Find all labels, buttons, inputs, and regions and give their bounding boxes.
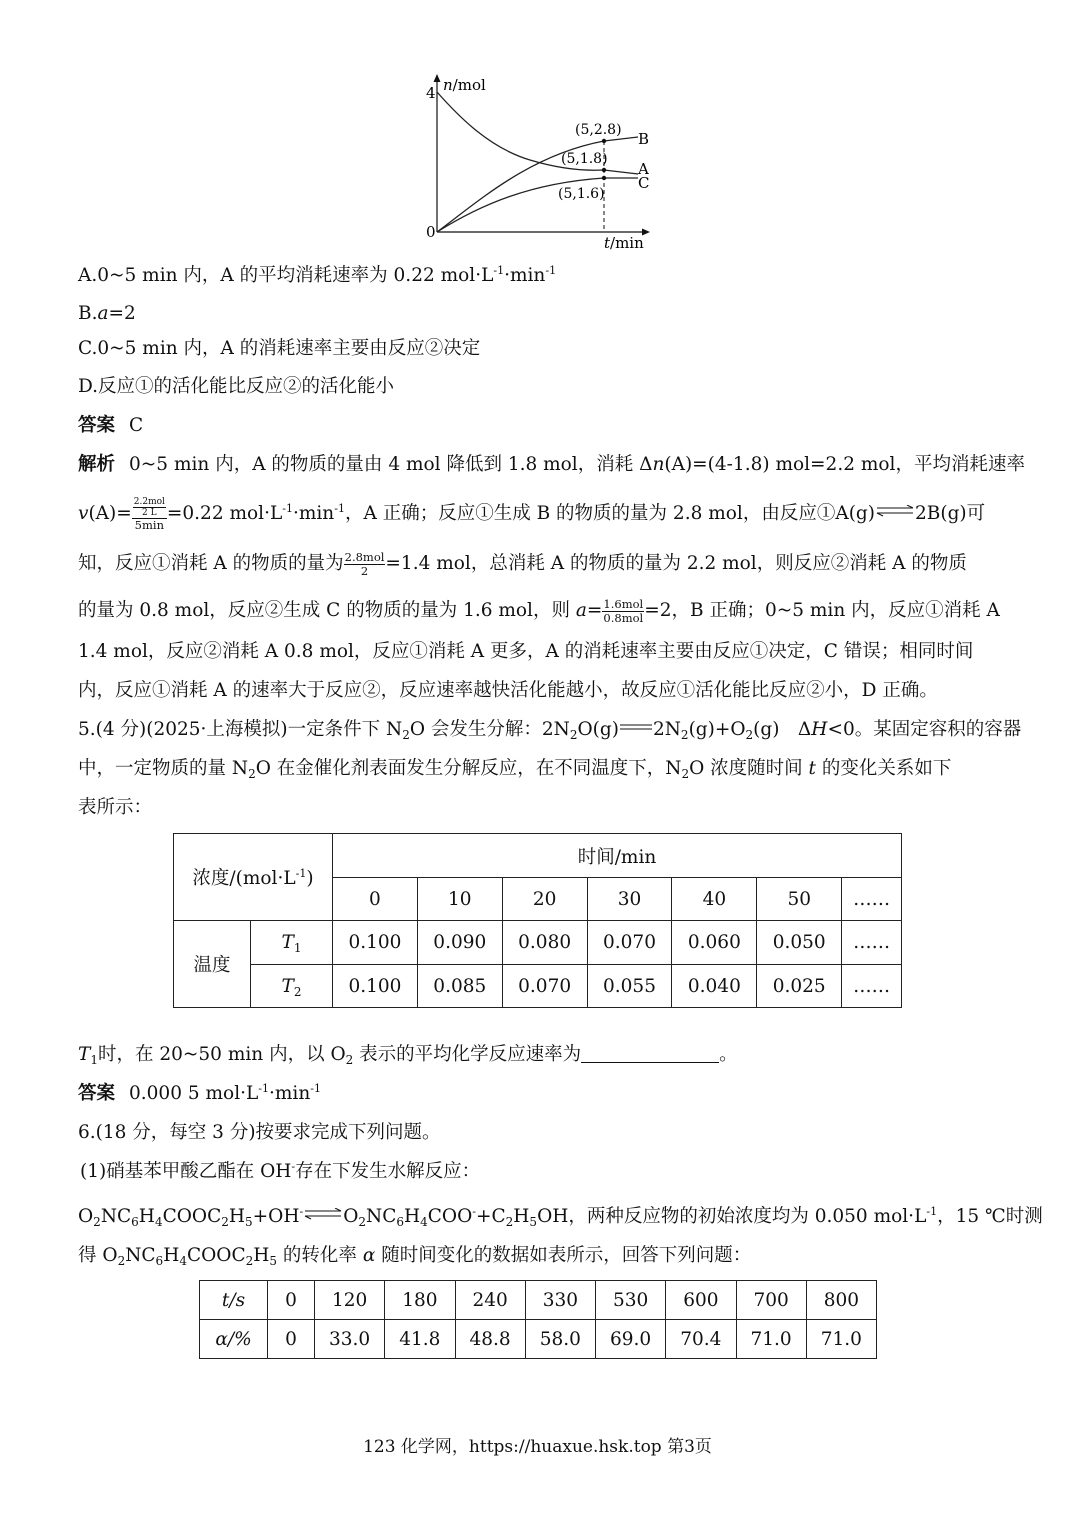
table-cell: 41.8 [385, 1320, 455, 1359]
time-col: …… [842, 878, 902, 921]
table-cell: 58.0 [525, 1320, 595, 1359]
curve-C [437, 178, 638, 232]
table-cell: 0.070 [587, 921, 672, 965]
table-cell: 69.0 [596, 1320, 666, 1359]
answer-blank[interactable] [581, 1046, 719, 1063]
table-cell: 0.055 [587, 965, 672, 1008]
answer-label: 答案 [78, 1083, 116, 1104]
table-cell: 0.090 [417, 921, 502, 965]
x-axis-label: t/min [604, 234, 644, 252]
table-cell: 70.4 [666, 1320, 736, 1359]
reaction-curve-chart [400, 70, 660, 255]
time-col: 0 [333, 878, 418, 921]
table-cell: …… [842, 921, 902, 965]
row-label-alpha: α/% [200, 1320, 268, 1359]
table-cell: 71.0 [736, 1320, 806, 1359]
table-cell: 0 [268, 1320, 315, 1359]
q4-answer: 答案 C [78, 415, 144, 436]
temp-T2: $T_2$ [251, 965, 333, 1008]
table-cell: 0.085 [417, 965, 502, 1008]
table-cell: …… [842, 965, 902, 1008]
analysis-line-2: v(A)= 2.2mol 2 L 5min =0.22 $mol\cdot L^{-1}\cdot\min^{-1}$，A 正确；反应①生成 B 的物质的量为 2.8 mol，由反应①A(g) 2B(g)可 [78, 496, 986, 532]
table-cell: 800 [806, 1281, 876, 1320]
fraction-rate: 2.2mol 2 L 5min [133, 496, 165, 532]
table-cell: 0.025 [757, 965, 842, 1008]
table-cell: 530 [596, 1281, 666, 1320]
time-header: 时间/min [333, 834, 902, 878]
concentration-table [173, 833, 902, 1008]
conversion-table [199, 1280, 877, 1359]
point-C [602, 176, 606, 180]
analysis-line-5: 1.4 mol，反应②消耗 A 0.8 mol，反应①消耗 A 更多，A 的消耗速率主要由反应①决定，C 错误；相同时间 [78, 641, 974, 662]
table-cell: 240 [455, 1281, 525, 1320]
analysis-line-1: 解析 0~5 min 内，A 的物质的量由 4 mol 降低到 1.8 mol，消耗 Δn(A)=(4-1.8) mol=2.2 mol，平均消耗速率 [78, 454, 1025, 475]
origin-label: 0 [426, 223, 436, 241]
row-label-t: t/s [200, 1281, 268, 1320]
y-axis-arrow [434, 74, 441, 82]
point-label-B: (5,2.8) [575, 122, 622, 138]
curve-B [437, 137, 638, 232]
table-cell: 33.0 [315, 1320, 385, 1359]
curve-label-A: A [638, 160, 649, 178]
point-label-A: (5,1.8) [561, 151, 608, 167]
analysis-line-3: 知，反应①消耗 A 的物质的量为 2.8mol 2 =1.4 mol，总消耗 A 的物质的量为 2.2 mol，则反应②消耗 A 的物质 [78, 549, 967, 578]
page-footer: 123 化学网，https://huaxue.hsk.top 第3页 [363, 1437, 712, 1457]
y-axis-label: n/mol [443, 76, 486, 94]
analysis-line-4: 的量为 0.8 mol，反应②生成 C 的物质的量为 1.6 mol，则 a= 1.6mol 0.8mol =2，B 正确；0~5 min 内，反应①消耗 A [78, 596, 1000, 625]
table-cell: 48.8 [455, 1320, 525, 1359]
q6-part1: (1)硝基苯甲酸乙酯在 OH-存在下发生水解反应： [80, 1160, 481, 1182]
table-cell: 0.060 [672, 921, 757, 965]
q5-line-1: 5.(4 分)(2025·上海模拟)一定条件下 $N_2O$ 会发生分解：$2N_2O(g)$ $2N_2(g)+O_2(g)$ ΔH<0。某固定容积的容器 [78, 719, 1022, 742]
curve-label-C: C [638, 174, 650, 192]
time-col: 30 [587, 878, 672, 921]
option-b: B.a=2 [78, 303, 136, 324]
y-tick-4: 4 [426, 84, 436, 102]
table-cell: 71.0 [806, 1320, 876, 1359]
table-cell: 0.100 [333, 965, 418, 1008]
table-cell: 0 [268, 1281, 315, 1320]
point-label-C: (5,1.6) [558, 186, 605, 202]
q6-equation: $O_2NC_6H_4COOC_2H_5+OH^-$ $O_2NC_6H_4COO^-+C_2H_5OH$，两种反应物的初始浓度均为 0.050 $mol\cdot L^{-1}$，15 ℃时测 [78, 1205, 1043, 1229]
table-cell: 600 [666, 1281, 736, 1320]
table-cell: 0.050 [757, 921, 842, 965]
table-cell: 0.040 [672, 965, 757, 1008]
table-cell: 180 [385, 1281, 455, 1320]
table-cell: 330 [525, 1281, 595, 1320]
analysis-label: 解析 [78, 454, 116, 475]
temperature-label: 温度 [174, 921, 251, 1008]
table-cell: 120 [315, 1281, 385, 1320]
point-A [602, 168, 606, 172]
time-col: 10 [417, 878, 502, 921]
table-cell: 0.100 [333, 921, 418, 965]
table-cell: 0.080 [502, 921, 587, 965]
fraction-2: 2.8mol 2 [344, 549, 385, 578]
equilibrium-arrow-icon [875, 505, 915, 517]
equilibrium-arrow-icon [303, 1208, 343, 1220]
table-cell: 700 [736, 1281, 806, 1320]
q5-question: $T_1$时，在 20~50 min 内，以 $O_2$ 表示的平均化学反应速率为 。 [78, 1044, 738, 1067]
option-c: C.0~5 min 内，A 的消耗速率主要由反应②决定 [78, 338, 481, 359]
temp-T1: $T_1$ [251, 921, 333, 965]
fraction-3: 1.6mol 0.8mol [603, 596, 644, 625]
time-col: 20 [502, 878, 587, 921]
option-a: A.0~5 min 内，A 的平均消耗速率为 0.22 $mol\cdot L^{-1}\cdot\min^{-1}$ [78, 264, 557, 286]
q6-title: 6.(18 分，每空 3 分)按要求完成下列问题。 [78, 1122, 441, 1143]
q5-answer: 答案 0.000 5 $mol\cdot L^{-1}\cdot\min^{-1}$ [78, 1082, 321, 1104]
q5-line-2: 中，一定物质的量 $N_2O$ 在金催化剂表面发生分解反应，在不同温度下，$N_2O$ 浓度随时间 t 的变化关系如下 [78, 758, 952, 781]
table-corner-header: 浓度$/(mol\cdot L^{-1})$ [174, 834, 333, 921]
curve-label-B: B [638, 130, 650, 148]
q5-line-3: 表所示： [78, 797, 153, 818]
point-B [602, 139, 606, 143]
analysis-line-6: 内，反应①消耗 A 的速率大于反应②，反应速率越快活化能越小，故反应①活化能比反应②小，D 正确。 [78, 680, 938, 701]
reaction-equals-icon [619, 721, 653, 733]
time-col: 40 [672, 878, 757, 921]
option-d: D.反应①的活化能比反应②的活化能小 [78, 376, 395, 397]
q6-line-2: 得 $O_2NC_6H_4COOC_2H_5$ 的转化率 α 随时间变化的数据如表所示，回答下列问题： [78, 1245, 752, 1268]
time-col: 50 [757, 878, 842, 921]
table-cell: 0.070 [502, 965, 587, 1008]
answer-label: 答案 [78, 415, 116, 436]
